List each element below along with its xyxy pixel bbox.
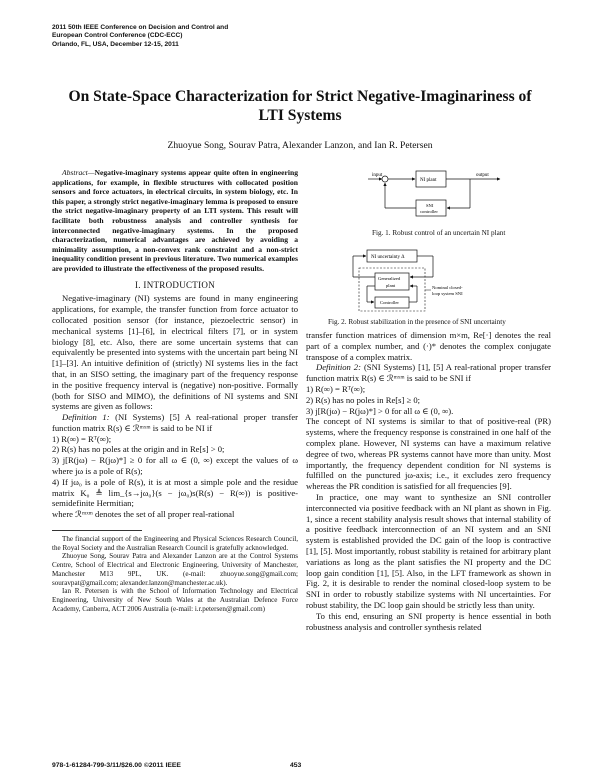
definition-1-item-2: 2) R(s) has no poles at the origin and in Re[s] > 0; — [52, 444, 225, 455]
abstract-label: Abstract— — [62, 168, 95, 177]
fig2-note-line-1: Nominal closed- — [432, 285, 463, 290]
conference-line-2: European Control Conference (CDC-ECC) — [52, 32, 183, 40]
footer-isbn: 978-1-61284-799-3/11/$26.00 ©2011 IEEE — [52, 762, 181, 769]
definition-1-label: Definition 1: — [62, 412, 110, 423]
fig2-uncertainty-label: NI uncertainty Δ — [371, 255, 405, 260]
conference-line-1: 2011 50th IEEE Conference on Decision and Control and — [52, 24, 229, 31]
fig2-note-line-2: loop system SNI — [432, 291, 463, 296]
definition-2-item-1: 1) R(∞) = Rᵀ(∞); — [306, 383, 366, 394]
paper-title — [40, 87, 560, 125]
abstract-text: Negative-imaginary systems appear quite often in engineering applications, for example, in flexible structures with collocated position sensors and force actuators, in electrical circuits, in system biology, etc. In this paper, a strongly strict negative-imaginary lemma is proposed to ensure the strict negative-imaginary property of an LTI system. This result will facilitate both robustness analysis and controller synthesis for interconnected negative-imaginary systems. In the proposed characterization, numerical advantages are achieved by avoiding a minimality assumption, a non-convex rank constraint and a non-strict inequality condition present in previous literature. Two numerical examples are provided to illustrate the effectiveness of the proposed results. — [52, 168, 298, 273]
definition-2-item-3: 3) j[R(jω) − R(jω)*] > 0 for all ω ∈ (0, ∞). — [306, 405, 454, 416]
fig1-input-label: input — [372, 173, 383, 178]
footnote-1: The financial support of the Engineering and Physical Sciences Research Council, the Royal Society and the Australian Research Council is gratefully acknowledged. — [52, 535, 298, 552]
footnote-rule — [52, 530, 142, 531]
fig1-controller-label-2: controller — [420, 209, 438, 214]
definition-1-after: where ℛᵐˣᵐ denotes the set of all proper real-rational — [52, 509, 235, 520]
intro-paragraph-1: Negative-imaginary (NI) systems are found in many engineering applications, for example, the transfer function from force actuator to collocated position sensor (for instance, piezoelectric sensor) in mechanical systems [1]–[6], in electrical filters [7], or in system biology [8], etc. Also, there are some uncertain systems that can equivalently be presented into systems with the uncertain part being NI [1]–[3]. An intuitive definition of (strictly) NI systems lies in the fact that, in an SISO setting, the imaginary part of the frequency response in the positive frequency interval is (negative) non-positive. Formally (both for SISO and MIMO), the definitions of NI systems and SNI systems are given as follows: — [52, 293, 298, 412]
definition-1 — [52, 412, 298, 434]
figure-1-caption: Fig. 1. Robust control of an uncertain NI plant — [372, 229, 506, 237]
footnote-2: Zhuoyue Song, Sourav Patra and Alexander Lanzon are at the Control Systems Centre, School of Electrical and Electronic Engineering, University of Manchester, Manchester M13 9PL, UK. (e-mail: zhuoyue.song@gmail.com; souravpat@gmail.com; alexander.lanzon@manchester.ac.uk). — [52, 552, 298, 587]
left-column — [52, 168, 298, 613]
right-paragraph-4: To this end, ensuring an SNI property is hence essential in both robustness analysis and controller synthesis related — [306, 610, 551, 632]
footnote-3: Ian R. Petersen is with the School of Information Technology and Electrical Engineering, University of New South Wales at the Australian Defence Force Academy, Canberra, ACT 2006 Australia (e-mail: i.r.petersen@gmail.com) — [52, 587, 298, 613]
figure-2-diagram — [345, 246, 525, 314]
fig1-controller-label-1: SNI — [426, 203, 434, 208]
definition-1-item-1: 1) R(∞) = Rᵀ(∞); — [52, 433, 112, 444]
footer-page-number: 453 — [290, 762, 302, 769]
conference-header — [52, 24, 312, 49]
right-paragraph-2: The concept of NI systems is similar to that of positive-real (PR) systems, where the frequency response is constrained in one half of the complex plane. However, NI systems can have a maximum relative degree of two, whereas PR systems cannot have more than unity. Most importantly, the frequency dependent condition for NI systems is fulfilled on the punctured jω-axis; i.e., it excludes zero frequency whereas the PR condition is satisfied for all frequencies [9]. — [306, 416, 551, 492]
right-paragraph-3: In practice, one may want to synthesize an SNI controller interconnected via positive feedback with an NI plant as shown in Fig. 1, since a recent stability analysis result shows that internal stability of a positive feedback interconnection of an NI system and an SNI system is established provided the DC gain of the loop is contractive [1], [5]. Most importantly, robust stability is retained for arbitrary plant variations as long as the plant satisfies the NI property and the DC loop gain condition [1], [5]. Also, in the LFT framework as shown in Fig. 2, it is desirable to render the nominal closed-loop system to be SNI in order to robustly stabilize systems with NI uncertainties. For robust stability, the DC loop gain should be strictly less than unity. — [306, 491, 551, 610]
definition-2-label: Definition 2: — [316, 362, 361, 373]
definition-1-text: (NI Systems) [5] A real-rational proper transfer function matrix R(s) ∈ ℛᵐˣᵐ is said to be NI if — [52, 412, 298, 433]
conference-line-3: Orlando, FL, USA, December 12-15, 2011 — [52, 40, 179, 48]
authors: Zhuoyue Song, Sourav Patra, Alexander Lanzon, and Ian R. Petersen — [167, 140, 433, 151]
fig1-plant-label: NI plant — [420, 178, 437, 183]
figure-1-diagram — [360, 168, 510, 224]
definition-2 — [306, 362, 551, 384]
fig1-summing-junction — [382, 176, 388, 182]
title-line-2: LTI Systems — [258, 107, 342, 124]
fig2-controller-label: Controller — [380, 300, 399, 305]
section-heading-introduction: I. INTRODUCTION — [135, 279, 215, 290]
fig1-output-label: output — [476, 173, 489, 178]
right-paragraph-1: transfer function matrices of dimension m×m, Re[·] denotes the real part of a complex number, and (·)* denotes the complex conjugate transpose of a complex matrix. — [306, 330, 551, 362]
fig2-generalized-label-2: plant — [386, 283, 396, 288]
definition-1-item-3: 3) j[R(jω) − R(jω)*] ≥ 0 for all ω ∈ (0, ∞) except the values of ω where jω is a pole of R(s); — [52, 455, 298, 477]
figure-2-caption: Fig. 2. Robust stabilization in the presence of SNI uncertainty — [328, 318, 506, 326]
title-line-1: On State-Space Characterization for Strict Negative-Imaginariness of — [68, 88, 532, 105]
right-column — [306, 330, 551, 632]
definition-2-text: (SNI Systems) [1], [5] A real-rational proper transfer function matrix R(s) ∈ ℛᵐˣᵐ is said to be SNI if — [306, 362, 551, 384]
abstract — [52, 168, 298, 274]
definition-1-item-4: 4) If jω₀ is a pole of R(s), it is at most a simple pole and the residue matrix K₀ ≜ lim_{s→jω₀}(s − jω₀)s(R(s) − R(∞)) is positive-semidefinite Hermitian; — [52, 476, 298, 509]
definition-2-item-2: 2) R(s) has no poles in Re[s] ≥ 0; — [306, 394, 421, 405]
fig2-generalized-label-1: Generalized — [378, 276, 401, 281]
